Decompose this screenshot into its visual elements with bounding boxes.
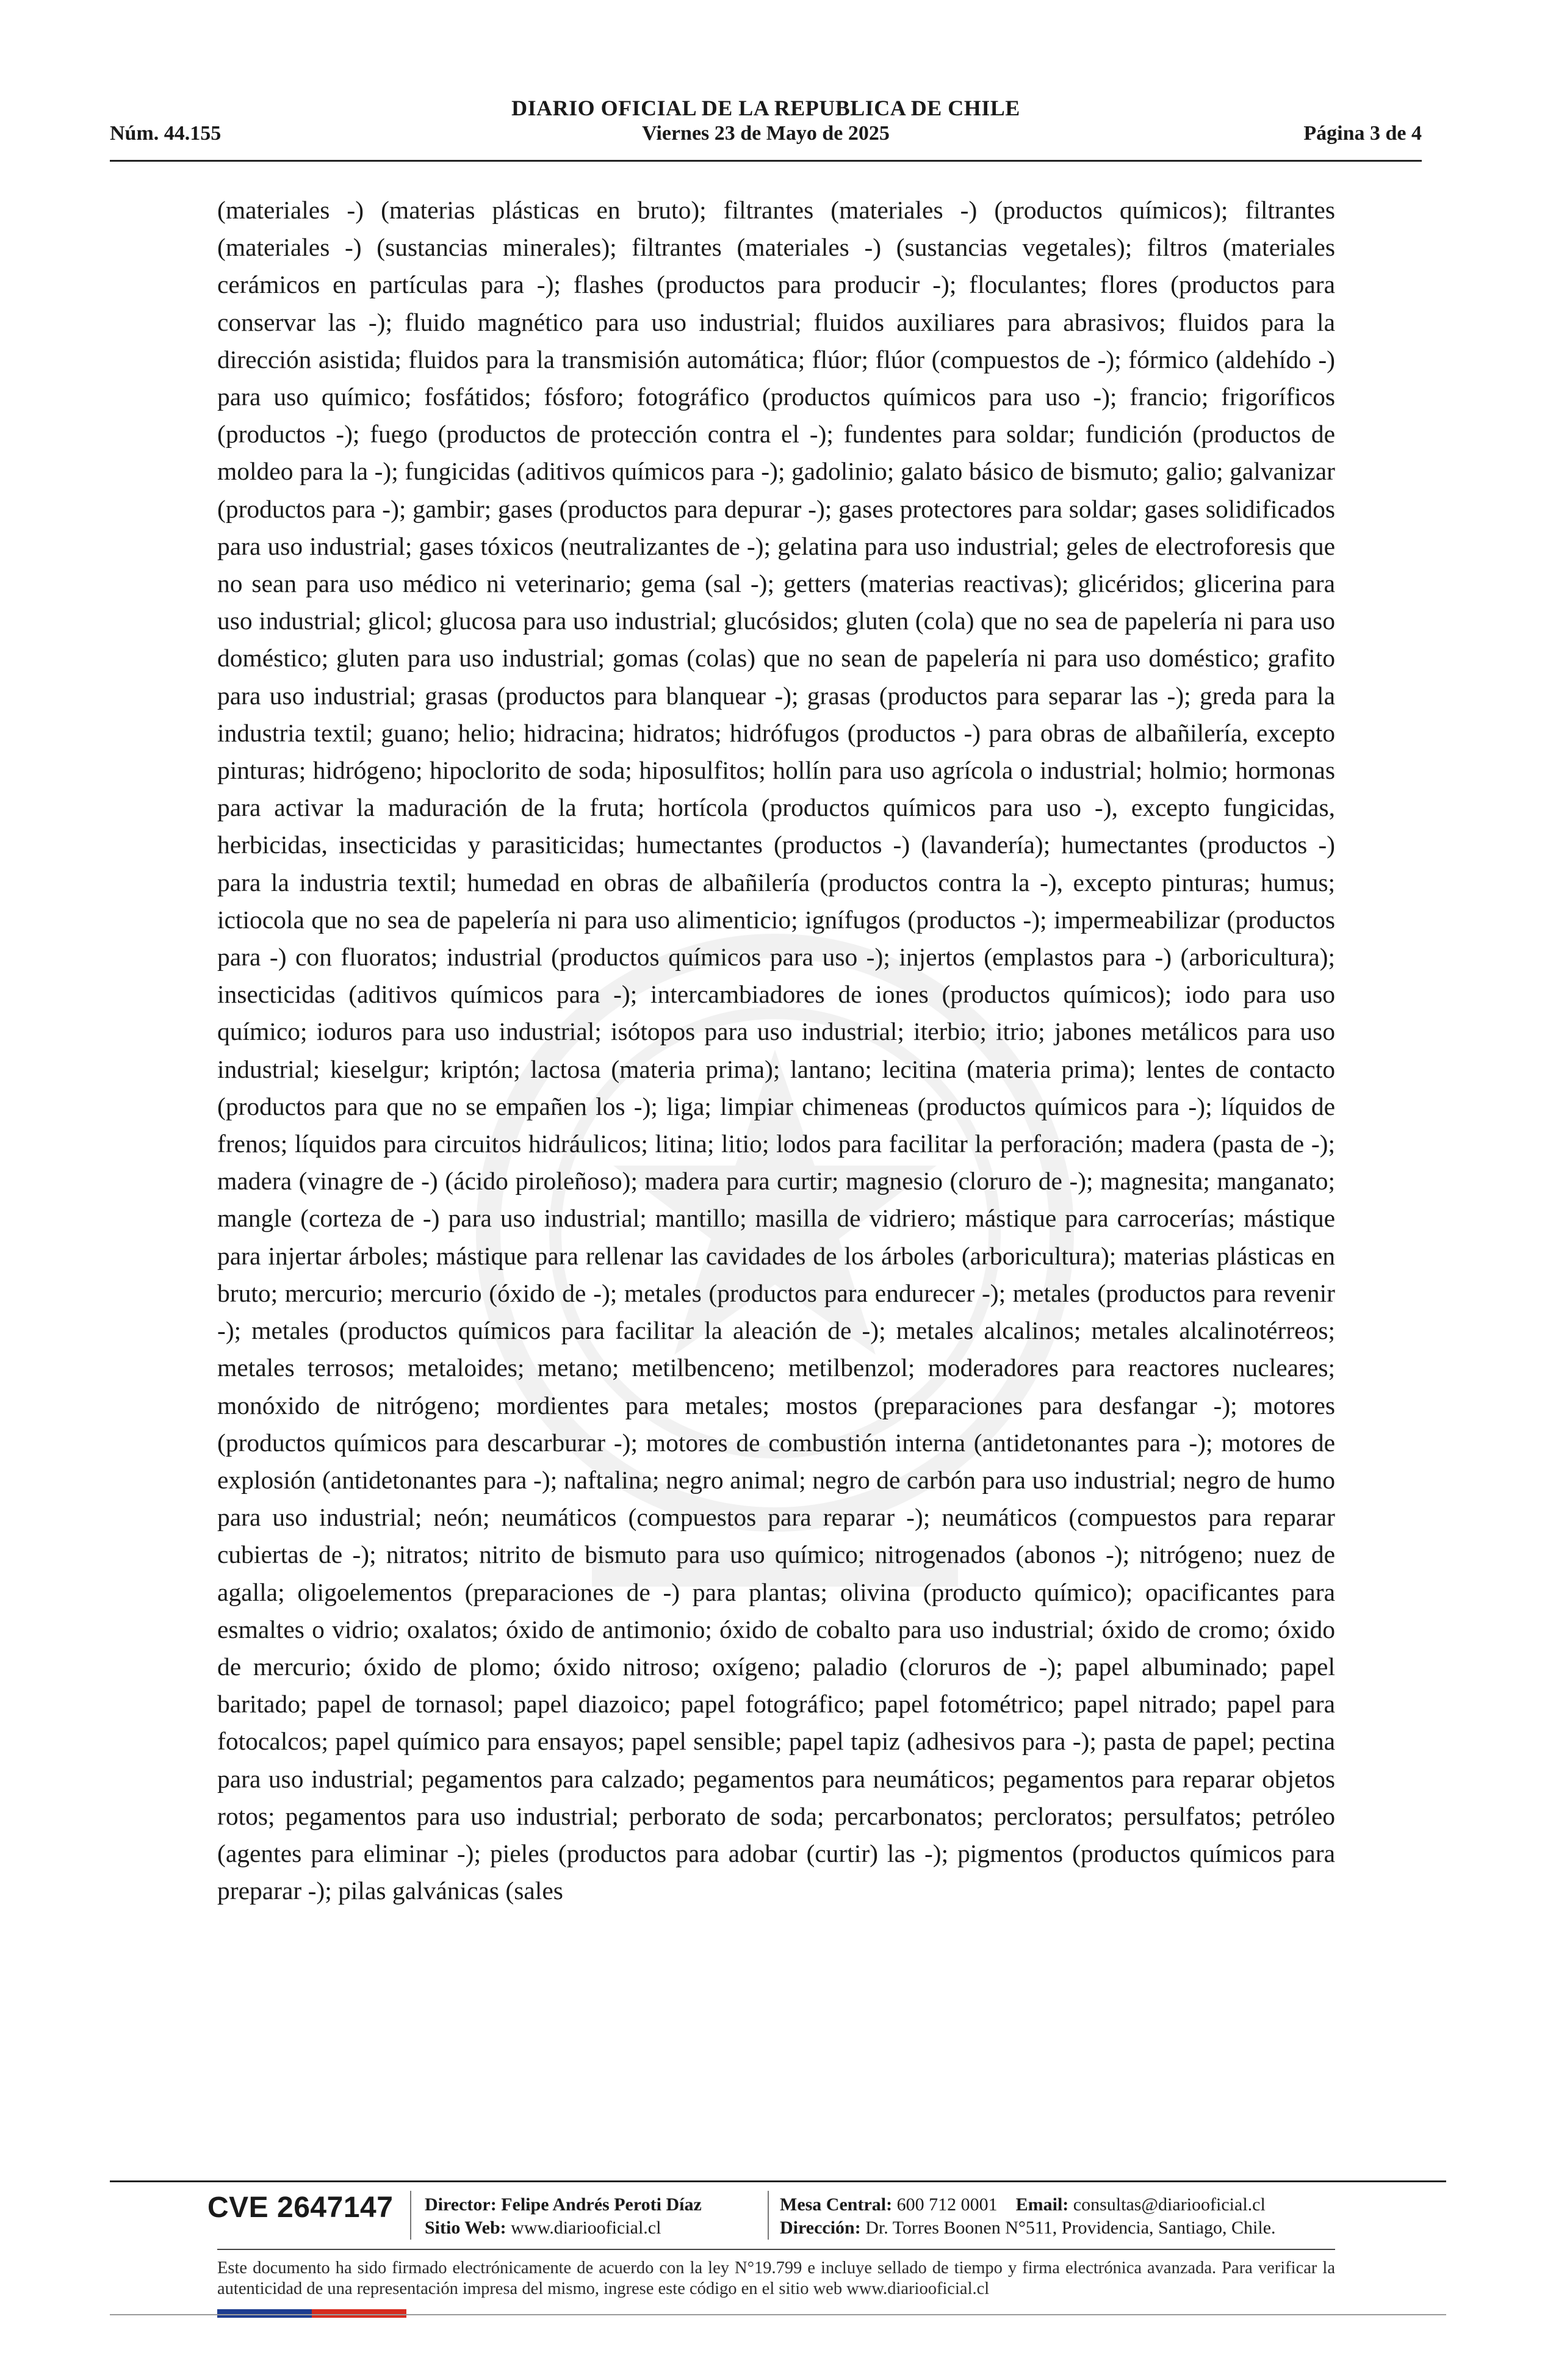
page-indicator: Página 3 de 4 <box>1303 122 1422 145</box>
issue-date: Viernes 23 de Mayo de 2025 <box>642 122 890 145</box>
address-value: Dr. Torres Boonen N°511, Providencia, Santiago, Chile. <box>865 2218 1276 2238</box>
director-name: Felipe Andrés Peroti Díaz <box>501 2194 702 2215</box>
footer-divider <box>110 2180 1446 2182</box>
issue-number: Núm. 44.155 <box>110 122 222 145</box>
footer-director-block <box>425 2193 702 2240</box>
email-link[interactable]: consultas@diariooficial.cl <box>1073 2194 1266 2215</box>
site-link[interactable]: www.diariooficial.cl <box>511 2218 661 2238</box>
phone-value: 600 712 0001 <box>896 2194 998 2215</box>
legal-notice: Este documento ha sido firmado electrónicamente de acuerdo con la ley N°19.799 e incluye sellado de tiempo y firma electrónica avanzada. Para verificar la autenticidad de una representación impresa del mismo, ingrese este código en el sitio web www.diariooficial.cl <box>217 2259 1335 2298</box>
flag-blue-band <box>217 2309 312 2318</box>
body-paragraph: (materiales -) (materias plásticas en bruto); filtrantes (materiales -) (productos químicos); filtrantes (materiales -) (sustancias minerales); filtrantes (materiales -) (sustancias vegetales); filtros (materiales cerámicos en partículas para -); flashes (productos para producir -); floculantes; flores (productos para conservar las -); fluido magnético para uso industrial; fluidos auxiliares para abrasivos; fluidos para la dirección asistida; fluidos para la transmisión automática; flúor; flúor (compuestos de -); fórmico (aldehído -) para uso químico; fosfátidos; fósforo; fotográfico (productos químicos para uso -); francio; frigoríficos (productos -); fuego (productos de protección contra el -); fundentes para soldar; fundición (productos de moldeo para la -); fungicidas (aditivos químicos para -); gadolinio; galato básico de bismuto; galio; galvanizar (productos para -); gambir; gases (productos para depurar -); gases protectores para soldar; gases solidificados para uso industrial; gases tóxicos (neutralizantes de -); gelatina para uso industrial; geles de electroforesis que no sean para uso médico ni veterinario; gema (sal -); getters (materias reactivas); glicéridos; glicerina para uso industrial; glicol; glucosa para uso industrial; glucósidos; gluten (cola) que no sea de papelería ni para uso doméstico; gluten para uso industrial; gomas (colas) que no sean de papelería ni para uso doméstico; grafito para uso industrial; grasas (productos para blanquear -); grasas (productos para separar las -); greda para la industria textil; guano; helio; hidracina; hidratos; hidrófugos (productos -) para obras de albañilería, excepto pinturas; hidrógeno; hipoclorito de soda; hiposulfitos; hollín para uso agrícola o industrial; holmio; hormonas para activar la maduración de la fruta; hortícola (productos químicos para uso -), excepto fungicidas, herbicidas, insecticidas y parasiticidas; humectantes (productos -) (lavandería); humectantes (productos -) para la industria textil; humedad en obras de albañilería (productos contra la -), excepto pinturas; humus; ictiocola que no sea de papelería ni para uso alimenticio; ignífugos (productos -); impermeabilizar (productos para -) con fluoratos; industrial (productos químicos para uso -); injertos (emplastos para -) (arboricultura); insecticidas (aditivos químicos para -); intercambiadores de iones (productos químicos); iodo para uso químico; ioduros para uso industrial; isótopos para uso industrial; iterbio; itrio; jabones metálicos para uso industrial; kieselgur; kriptón; lactosa (materia prima); lantano; lecitina (materia prima); lentes de contacto (productos para que no se empañen los -); liga; limpiar chimeneas (productos químicos para -); líquidos de frenos; líquidos para circuitos hidráulicos; litina; litio; lodos para facilitar la perforación; madera (pasta de -); madera (vinagre de -) (ácido piroleñoso); madera para curtir; magnesio (cloruro de -); magnesita; manganato; mangle (corteza de -) para uso industrial; mantillo; masilla de vidriero; mástique para carrocerías; mástique para injertar árboles; mástique para rellenar las cavidades de los árboles (arboricultura); materias plásticas en bruto; mercurio; mercurio (óxido de -); metales (productos para endurecer -); metales (productos para revenir -); metales (productos químicos para facilitar la aleación de -); metales alcalinos; metales alcalinotérreos; metales terrosos; metaloides; metano; metilbenceno; metilbenzol; moderadores para reactores nucleares; monóxido de nitrógeno; mordientes para metales; mostos (preparaciones para desfangar -); motores (productos químicos para descarburar -); motores de combustión interna (antidetonantes para -); motores de explosión (antidetonantes para -); naftalina; negro animal; negro de carbón para uso industrial; negro de humo para uso industrial; neón; neumáticos (compuestos para reparar -); neumáticos (compuestos para reparar cubiertas de -); nitratos; nitrito de bismuto para uso químico; nitrogenados (abonos -); nitrógeno; nuez de agalla; oligoelementos (preparaciones de -) para plantas; olivina (producto químico); opacificantes para esmaltes o vidrio; oxalatos; óxido de antimonio; óxido de cobalto para uso industrial; óxido de cromo; óxido de mercurio; óxido de plomo; óxido nitroso; oxígeno; paladio (cloruros de -); papel albuminado; papel baritado; papel de tornasol; papel diazoico; papel fotográfico; papel fotométrico; papel nitrado; papel para fotocalcos; papel químico para ensayos; papel sensible; papel tapiz (adhesivos para -); pasta de papel; pectina para uso industrial; pegamentos para calzado; pegamentos para neumáticos; pegamentos para reparar objetos rotos; pegamentos para uso industrial; perborato de soda; percarbonatos; percloratos; persulfatos; petróleo (agentes para eliminar -); pieles (productos para adobar (curtir) las -); pigmentos (productos químicos para preparar -); pilas galvánicas (sales <box>217 196 1335 1905</box>
footer-separator <box>410 2191 411 2240</box>
flag-red-band <box>312 2309 406 2318</box>
phone-label: Mesa Central: <box>780 2194 893 2215</box>
cve-code: CVE 2647147 <box>207 2191 394 2224</box>
publication-title: DIARIO OFICIAL DE LA REPUBLICA DE CHILE <box>511 96 1020 120</box>
footer-divider <box>217 2249 1335 2250</box>
footer-separator <box>768 2191 769 2240</box>
footer-bottom-rule <box>110 2314 1446 2315</box>
address-label: Dirección: <box>780 2218 861 2238</box>
page-header <box>110 95 1422 162</box>
footer-contact-block <box>780 2193 1276 2240</box>
site-label: Sitio Web: <box>425 2218 506 2238</box>
email-label: Email: <box>1015 2194 1069 2215</box>
director-label: Director: <box>425 2194 497 2215</box>
flag-stripe <box>217 2309 406 2318</box>
